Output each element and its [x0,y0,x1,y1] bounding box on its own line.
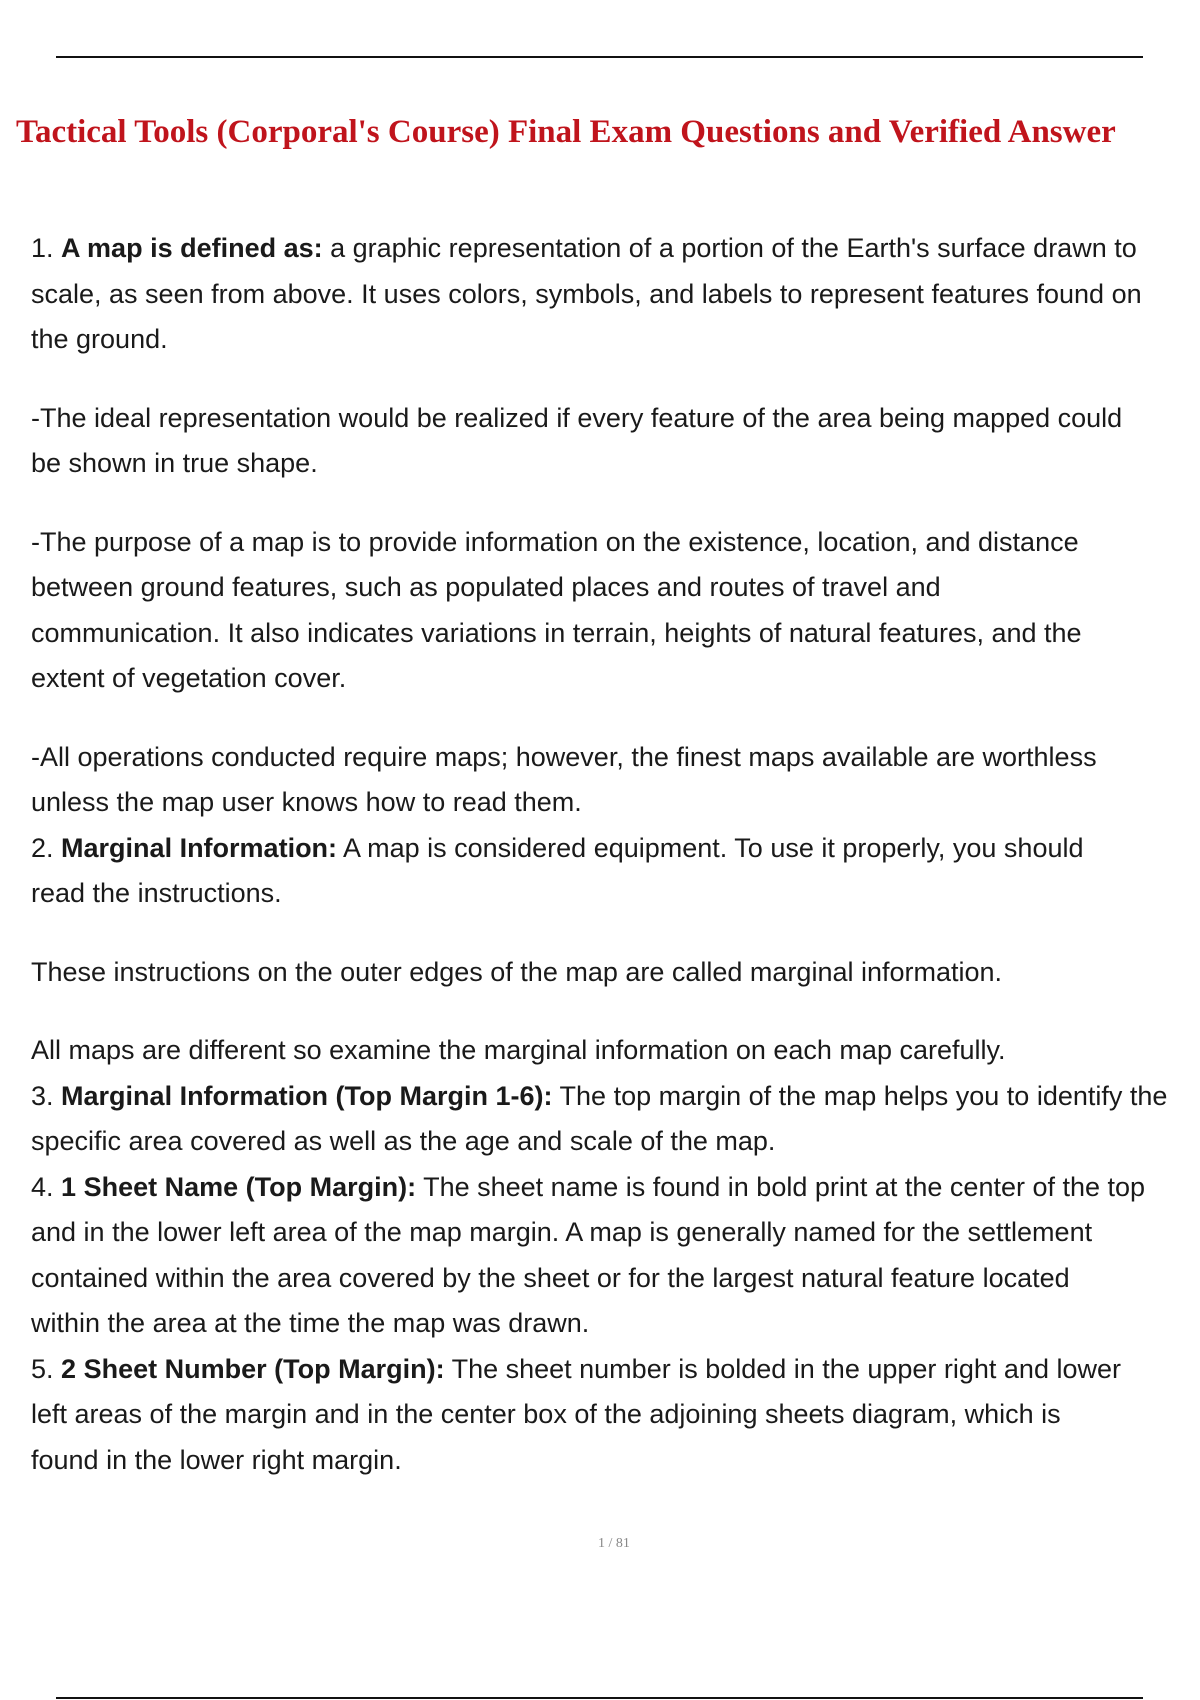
document-title: Tactical Tools (Corporal's Course) Final Exam Questions and Verified Answer [16,114,1116,150]
item-term: Marginal Information (Top Margin 1-6): [61,1080,553,1111]
item-4-line: within the area at the time the map was drawn. [31,1308,590,1338]
item-2-first-line: 2. Marginal Information: A map is considered equipment. To use it properly, you should [31,832,1084,863]
item-1-paragraph-line: extent of vegetation cover. [31,663,347,693]
item-4-line: and in the lower left area of the map margin. A map is generally named for the settlement [31,1217,1093,1247]
bottom-rule [56,1697,1143,1699]
item-5-line: found in the lower right margin. [31,1444,402,1475]
item-term: 2 Sheet Number (Top Margin): [61,1353,445,1384]
item-1-paragraph-line: be shown in true shape. [31,448,318,478]
item-number: 5. [31,1353,54,1384]
top-rule [56,56,1143,58]
item-term: A map is defined as: [61,233,323,263]
item-1-line: the ground. [31,324,168,354]
item-1-paragraph-line: unless the map user knows how to read them. [31,787,582,817]
page-number: 1 / 81 [598,1536,630,1551]
item-1-line: scale, as seen from above. It uses colors, symbols, and labels to represent features found on [31,278,1142,309]
item-number: 4. [31,1171,54,1202]
item-number: 1. [31,233,54,263]
item-number: 2. [31,832,54,863]
item-4-first-line: 4. 1 Sheet Name (Top Margin): The sheet name is found in bold print at the center of the top [31,1171,1146,1202]
item-4-line: contained within the area covered by the sheet or for the largest natural feature located [31,1262,1070,1293]
document-body [31,226,1200,1483]
item-1-paragraph: -The purpose of a map is to provide information on the existence, location, and distance [31,526,1079,557]
item-2-paragraph: All maps are different so examine the marginal information on each map carefully. [31,1035,1006,1065]
item-5-line: left areas of the margin and in the center box of the adjoining sheets diagram, which is [31,1399,1061,1429]
item-1-paragraph: -The ideal representation would be realized if every feature of the area being mapped could [31,402,1123,433]
item-3-line: specific area covered as well as the age and scale of the map. [31,1126,776,1156]
item-term: 1 Sheet Name (Top Margin): [61,1171,417,1202]
item-5-first-line: 5. 2 Sheet Number (Top Margin): The sheet number is bolded in the upper right and lower [31,1353,1121,1384]
item-number: 3. [31,1080,54,1111]
item-1-paragraph-line: between ground features, such as populated places and routes of travel and [31,572,941,602]
item-3-first-line: 3. Marginal Information (Top Margin 1-6): The top margin of the map helps you to identify the [31,1080,1168,1111]
item-2-line: read the instructions. [31,878,282,908]
item-term: Marginal Information: [61,832,338,863]
item-2-paragraph: These instructions on the outer edges of the map are called marginal information. [31,956,1003,987]
item-1-paragraph-line: communication. It also indicates variations in terrain, heights of natural features, and the [31,617,1082,648]
item-1-first-line: 1. A map is defined as: a graphic representation of a portion of the Earth's surface drawn to [31,233,1137,263]
item-1-paragraph: -All operations conducted require maps; however, the finest maps available are worthless [31,741,1097,772]
